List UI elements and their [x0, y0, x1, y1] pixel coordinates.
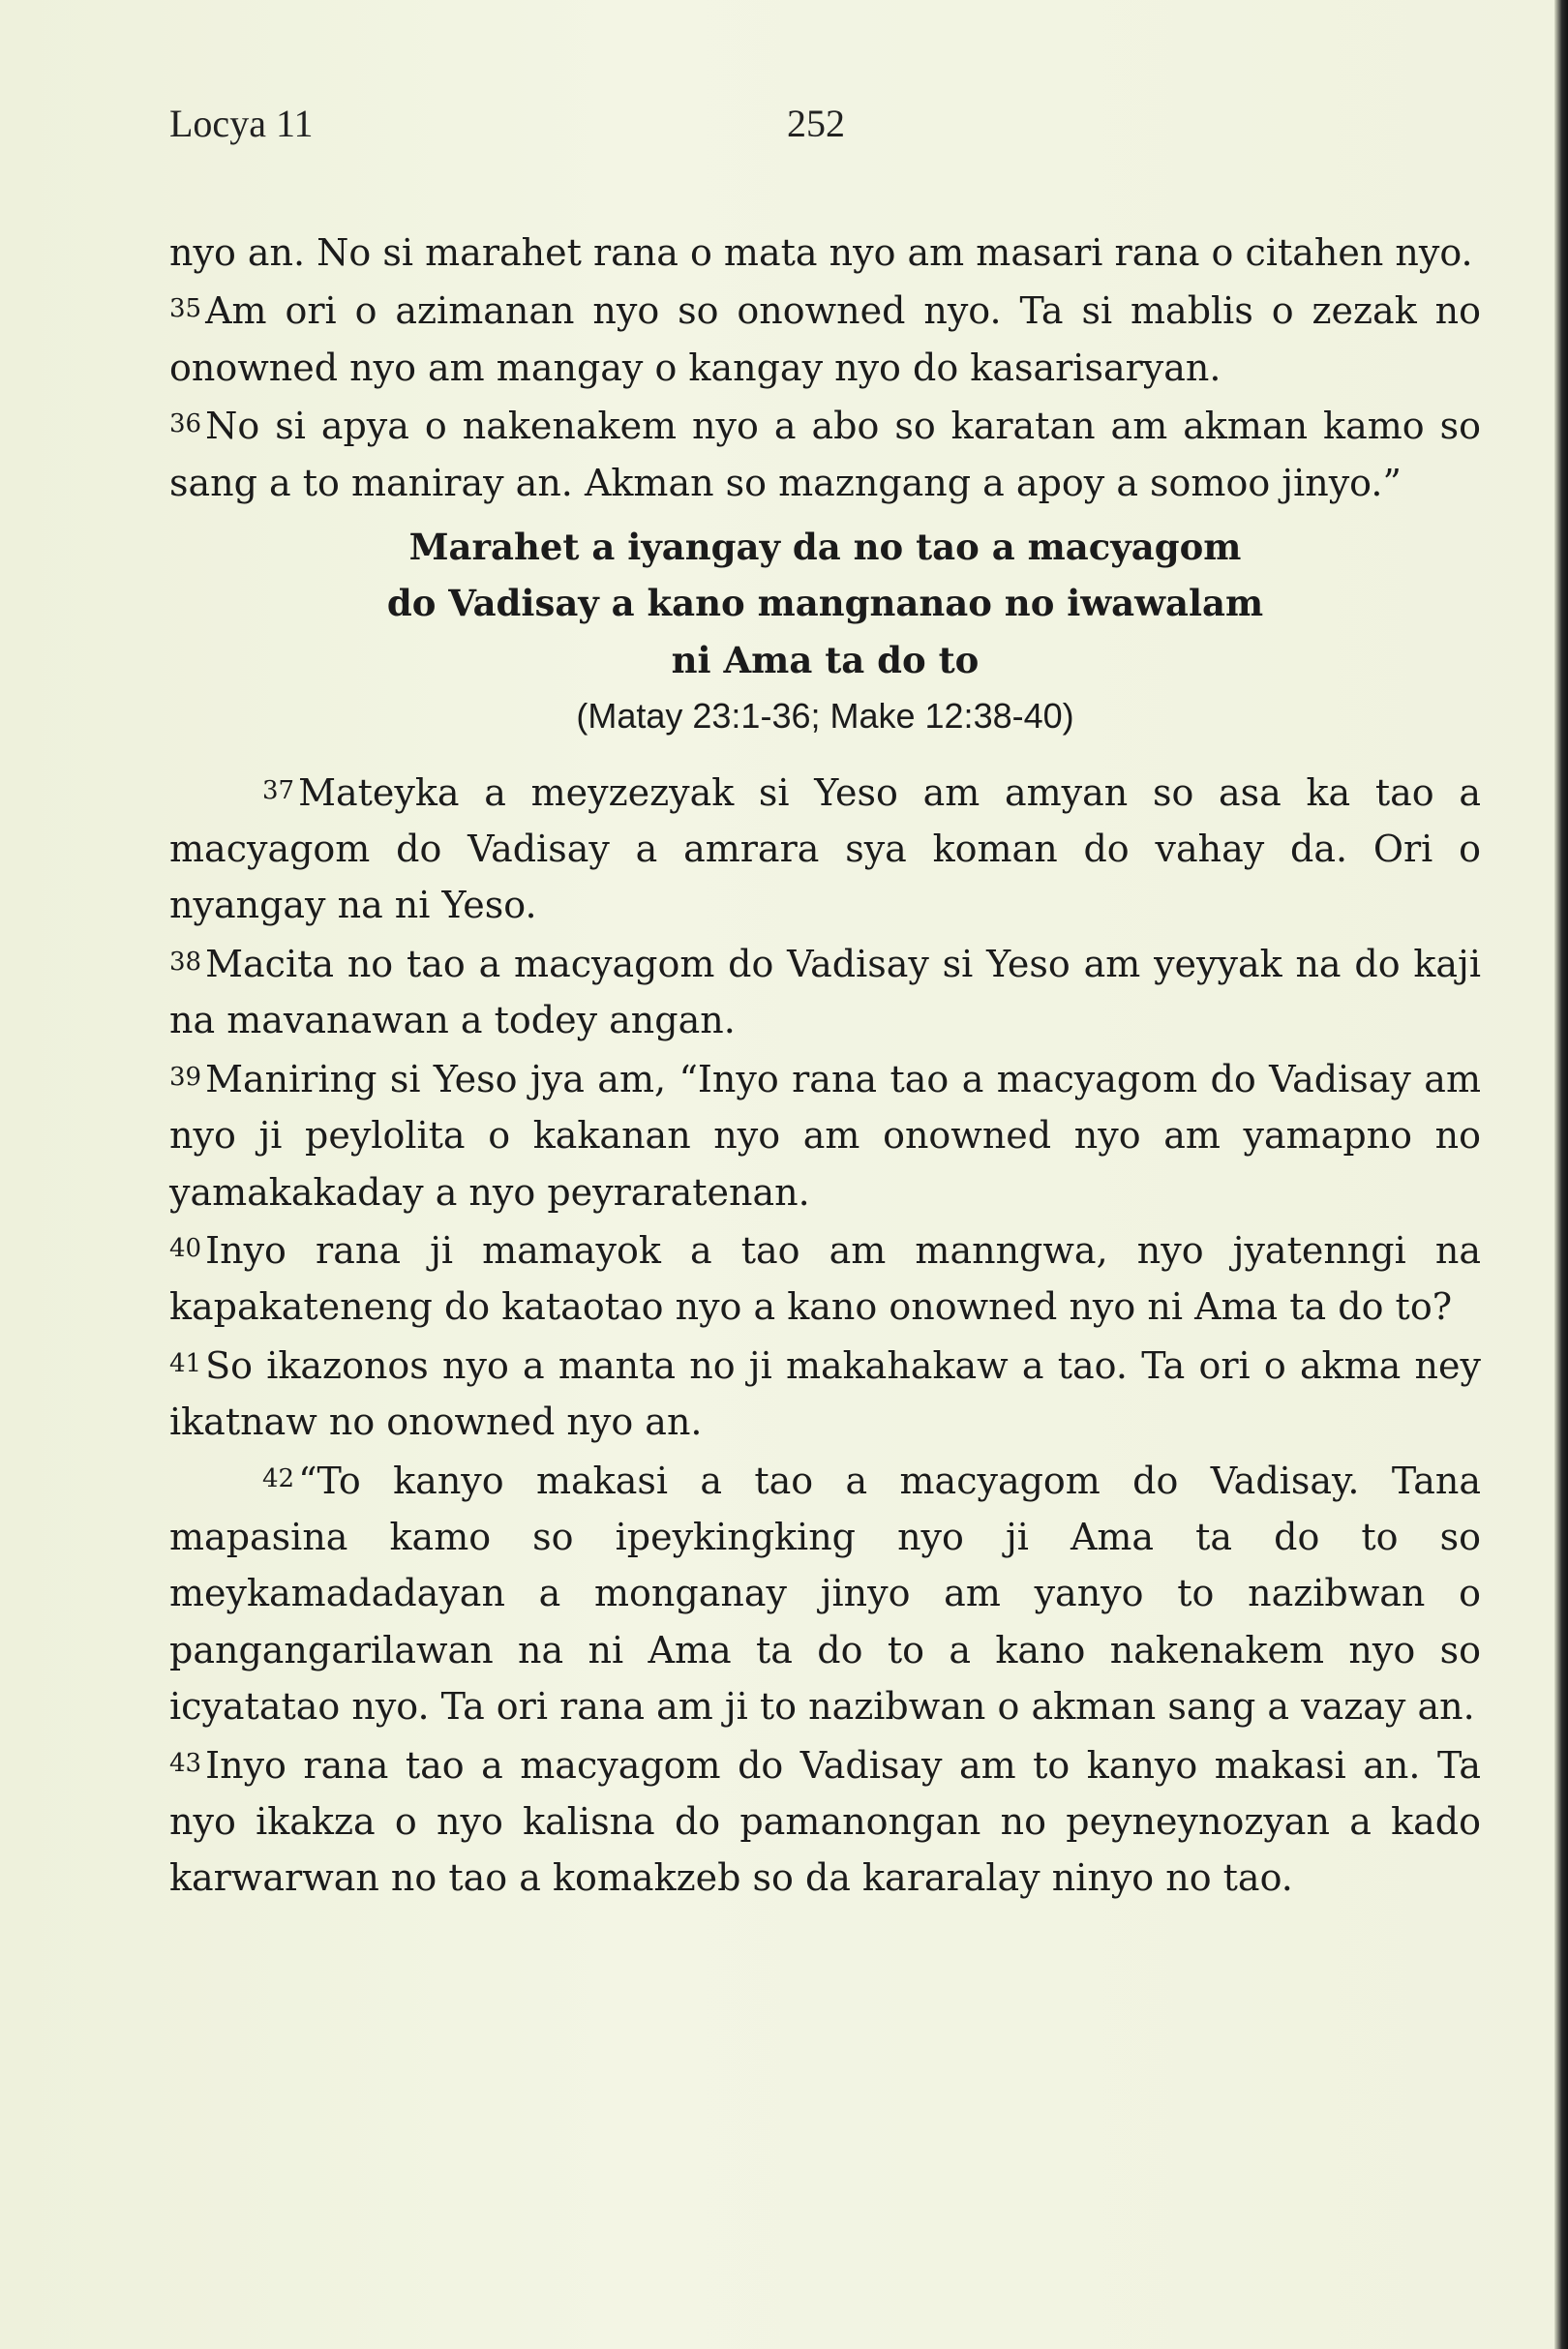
section-reference: (Matay 23:1-36; Make 12:38-40): [576, 696, 1074, 737]
verse-number: 40: [169, 1233, 202, 1263]
verse-43: [169, 1735, 1481, 1907]
paragraph: [169, 225, 1481, 281]
page-body: [169, 225, 1481, 1907]
verse-number: 43: [169, 1748, 202, 1778]
verse-40: [169, 1220, 1481, 1336]
verse-text: Macita no tao a macyagom do Vadisay si Yeso am yeyyak na do kaji na mavanawan a todey angan.: [169, 942, 1481, 1042]
page-header: [169, 101, 845, 146]
section-title-line: ni Ama ta do to: [671, 638, 980, 681]
verse-text: Inyo rana ji mamayok a tao am manngwa, nyo jyatenngi na kapakateneng do kataotao nyo a kano onowned nyo ni Ama ta do to?: [169, 1228, 1481, 1329]
page-number: 252: [787, 102, 845, 145]
verse-number: 42: [262, 1463, 295, 1493]
verse-number: 41: [169, 1348, 202, 1378]
verse-number: 38: [169, 947, 202, 977]
verse-number: 37: [262, 775, 295, 805]
verse-text: No si apya o nakenakem nyo a abo so karatan am akman kamo so sang a to maniray an. Akman so mazngang a apoy a somoo jinyo.”: [169, 405, 1481, 504]
verse-number: 39: [169, 1062, 202, 1092]
page-edge: [1554, 0, 1568, 2349]
verse-39: [169, 1049, 1481, 1220]
verse-text: Inyo rana tao a macyagom do Vadisay am to kanyo makasi an. Ta nyo ikakza o nyo kalisna do pamanongan no peyneynozyan a kado karwarwan no tao a komakzeb so da kararalay ninyo no tao.: [169, 1743, 1481, 1900]
verse-text: Mateyka a meyzezyak si Yeso am amyan so asa ka tao a macyagom do Vadisay a amrara sya koman do vahay da. Ori o nyangay na ni Yeso.: [169, 770, 1481, 927]
verse-number: 35: [169, 294, 202, 324]
verse-number: 36: [169, 409, 202, 439]
section-title-line: do Vadisay a kano mangnanao no iwawalam: [386, 582, 1264, 625]
verse-37: [169, 763, 1481, 934]
verse-text: Am ori o azimanan nyo so onowned nyo. Ta si mablis o zezak no onowned nyo am mangay o kangay nyo do kasarisaryan.: [169, 289, 1481, 389]
section-heading: [169, 519, 1481, 688]
verse-text: Maniring si Yeso jya am, “Inyo rana tao a macyagom do Vadisay am nyo ji peylolita o kakanan nyo am onowned nyo am yamapno no yamakakaday a nyo peyraratenan.: [169, 1057, 1481, 1214]
verse-38: [169, 934, 1481, 1049]
chapter-label: Locya 11: [169, 102, 314, 145]
verse-text: “To kanyo makasi a tao a macyagom do Vadisay. Tana mapasina kamo so ipeykingking nyo ji Ama ta do to so meykamadadayan a monganay jinyo am yanyo to nazibwan o pangangarilawan na ni Ama ta do to a kano nakenakem nyo so icyatatao nyo. Ta ori rana am ji to nazibwan o akman sang a vazay an.: [169, 1459, 1481, 1729]
verse-41: [169, 1336, 1481, 1451]
section-title-line: Marahet a iyangay da no tao a macyagom: [408, 526, 1242, 569]
verse-text: So ikazonos nyo a manta no ji makahakaw a tao. Ta ori o akma ney ikatnaw no onowned nyo an.: [169, 1343, 1481, 1444]
verse-36: [169, 396, 1481, 511]
verse-42: [169, 1451, 1481, 1735]
paragraph-text: nyo an. No si marahet rana o mata nyo am masari rana o citahen nyo.: [169, 231, 1473, 274]
verse-35: [169, 281, 1481, 396]
